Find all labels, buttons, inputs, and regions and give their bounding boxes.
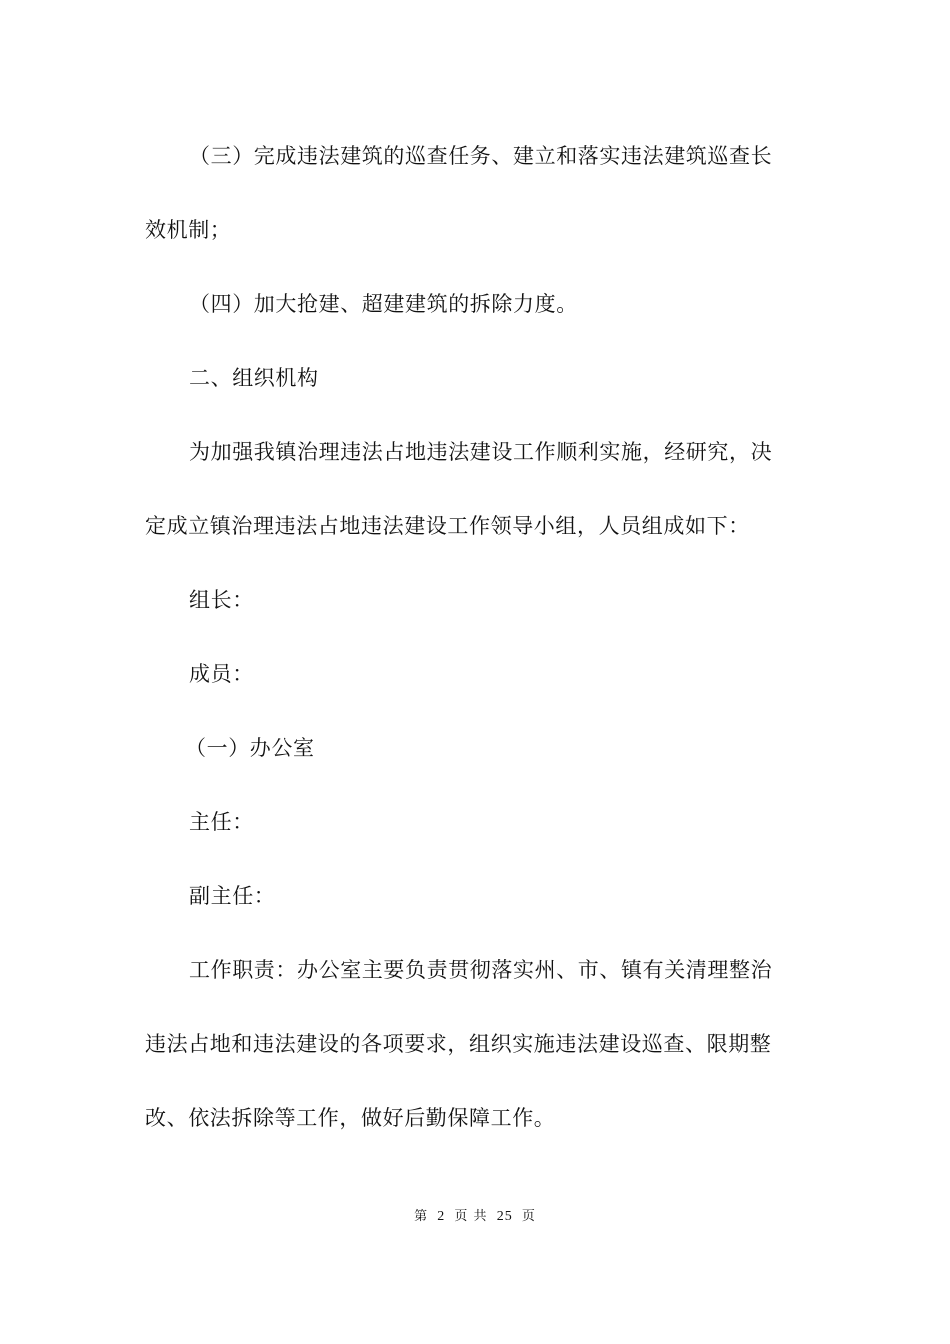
paragraph-line: 改、依法拆除等工作，做好后勤保障工作。 [145, 1106, 556, 1130]
members-label: 成员： [189, 662, 254, 686]
section-heading: 二、组织机构 [189, 366, 319, 390]
footer-suffix: 页 [521, 1209, 536, 1224]
paragraph-line: 效机制； [145, 218, 232, 242]
current-page-number: 2 [437, 1209, 446, 1224]
paragraph-line: 为加强我镇治理违法占地违法建设工作顺利实施，经研究，决 [189, 440, 773, 464]
group-leader-label: 组长： [189, 588, 254, 612]
paragraph-line: 定成立镇治理违法占地违法建设工作领导小组，人员组成如下： [145, 514, 750, 538]
footer-middle: 页 共 [454, 1209, 488, 1224]
subsection-heading: （一）办公室 [185, 736, 315, 760]
total-pages-number: 25 [496, 1209, 513, 1224]
paragraph-line: 违法占地和违法建设的各项要求，组织实施违法建设巡查、限期整 [145, 1032, 772, 1056]
paragraph-line: 工作职责：办公室主要负责贯彻落实州、市、镇有关清理整治 [189, 958, 773, 982]
page-footer [0, 1208, 950, 1226]
paragraph-line: （三）完成违法建筑的巡查任务、建立和落实违法建筑巡查长 [189, 144, 773, 168]
deputy-director-label: 副主任： [189, 884, 276, 908]
director-label: 主任： [189, 810, 254, 834]
footer-prefix: 第 [414, 1209, 429, 1224]
paragraph-line: （四）加大抢建、超建建筑的拆除力度。 [189, 292, 578, 316]
